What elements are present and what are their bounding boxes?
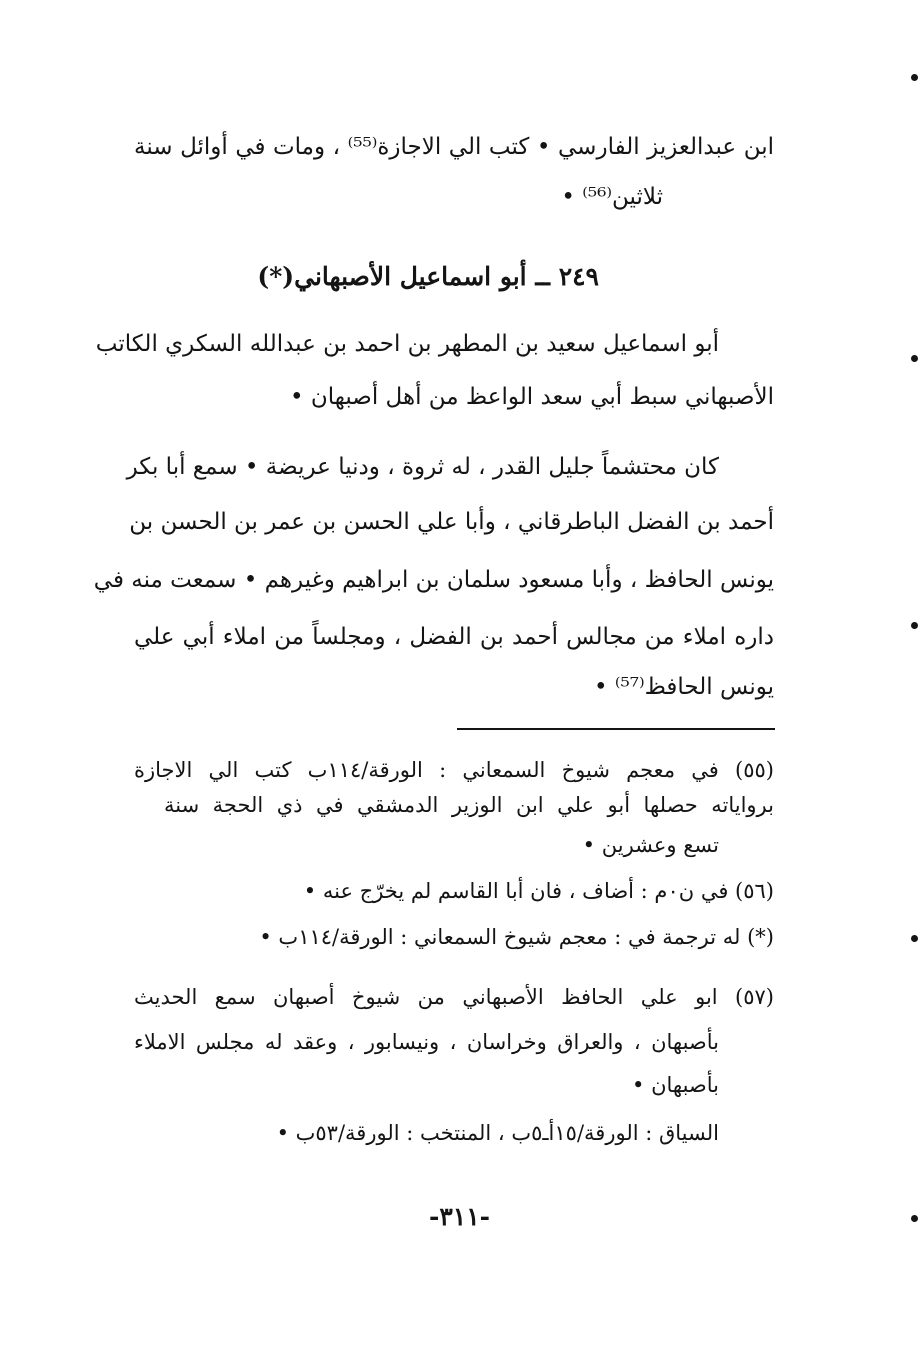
paragraph2-line-3: يونس الحافظ ، وأبا مسعود سلمان بن ابراهيم وغيرهم • سمعت منه في <box>93 567 774 593</box>
paragraph2-line-2: أحمد بن الفضل الباطرقاني ، وأبا علي الحسن بن عمر بن الحسن بن <box>129 509 774 535</box>
footnote-55-line-3: تسع وعشرين • <box>582 833 719 857</box>
entry-heading: ٢٤٩ ــ أبو اسماعيل الأصبهاني(*) <box>257 262 599 291</box>
intro-line-1: ابن عبدالعزيز الفارسي • كتب الي الاجازة⁽⁵⁵⁾ ، ومات في أوائل سنة <box>134 134 774 160</box>
footnote-57-line-3: بأصبهان • <box>632 1073 719 1097</box>
paragraph1-line-1: أبو اسماعيل سعيد بن المطهر بن احمد بن عبدالله السكري الكاتب <box>95 331 719 357</box>
paragraph2-line-1: كان محتشماً جليل القدر ، له ثروة ، ودنيا عريضة • سمع أبا بكر <box>126 454 719 480</box>
paragraph2-line-5: يونس الحافظ⁽⁵⁷⁾ • <box>593 674 774 700</box>
margin-mark <box>911 355 918 362</box>
footnote-57-line-1: (٥٧) ابو علي الحافظ الأصبهاني من شيوخ أصبهان سمع الحديث <box>134 985 774 1009</box>
margin-mark <box>911 622 918 629</box>
margin-mark <box>911 74 918 81</box>
footnote-57-line-4: السياق : الورقة/١٥أـ٥ب ، المنتخب : الورقة/٥٣ب • <box>276 1121 719 1145</box>
paragraph2-line-4: داره املاء من مجالس أحمد بن الفضل ، ومجلساً من املاء أبي علي <box>134 624 774 650</box>
footnote-separator <box>457 728 775 730</box>
margin-mark <box>911 1215 918 1222</box>
footnote-56: (٥٦) في ن٠م : أضاف ، فان أبا القاسم لم يخرّج عنه • <box>303 879 774 903</box>
footnote-57-line-2: بأصبهان ، والعراق وخراسان ، ونيسابور ، وعقد له مجلس الاملاء <box>134 1030 719 1054</box>
footnote-star: (*) له ترجمة في : معجم شيوخ السمعاني : الورقة/١١٤ب • <box>259 925 774 949</box>
margin-mark <box>911 935 918 942</box>
paragraph1-line-2: الأصبهاني سبط أبي سعد الواعظ من أهل أصبهان • <box>289 384 774 410</box>
intro-line-2: ثلاثين⁽⁵⁶⁾ • <box>561 184 663 210</box>
page-number: -٣١١- <box>428 1202 491 1231</box>
footnote-55-line-1: (٥٥) في معجم شيوخ السمعاني : الورقة/١١٤ب كتب الي الاجازة <box>134 758 774 782</box>
footnote-55-line-2: برواياته حصلها أبو علي ابن الوزير الدمشقي في ذي الحجة سنة <box>164 793 774 817</box>
